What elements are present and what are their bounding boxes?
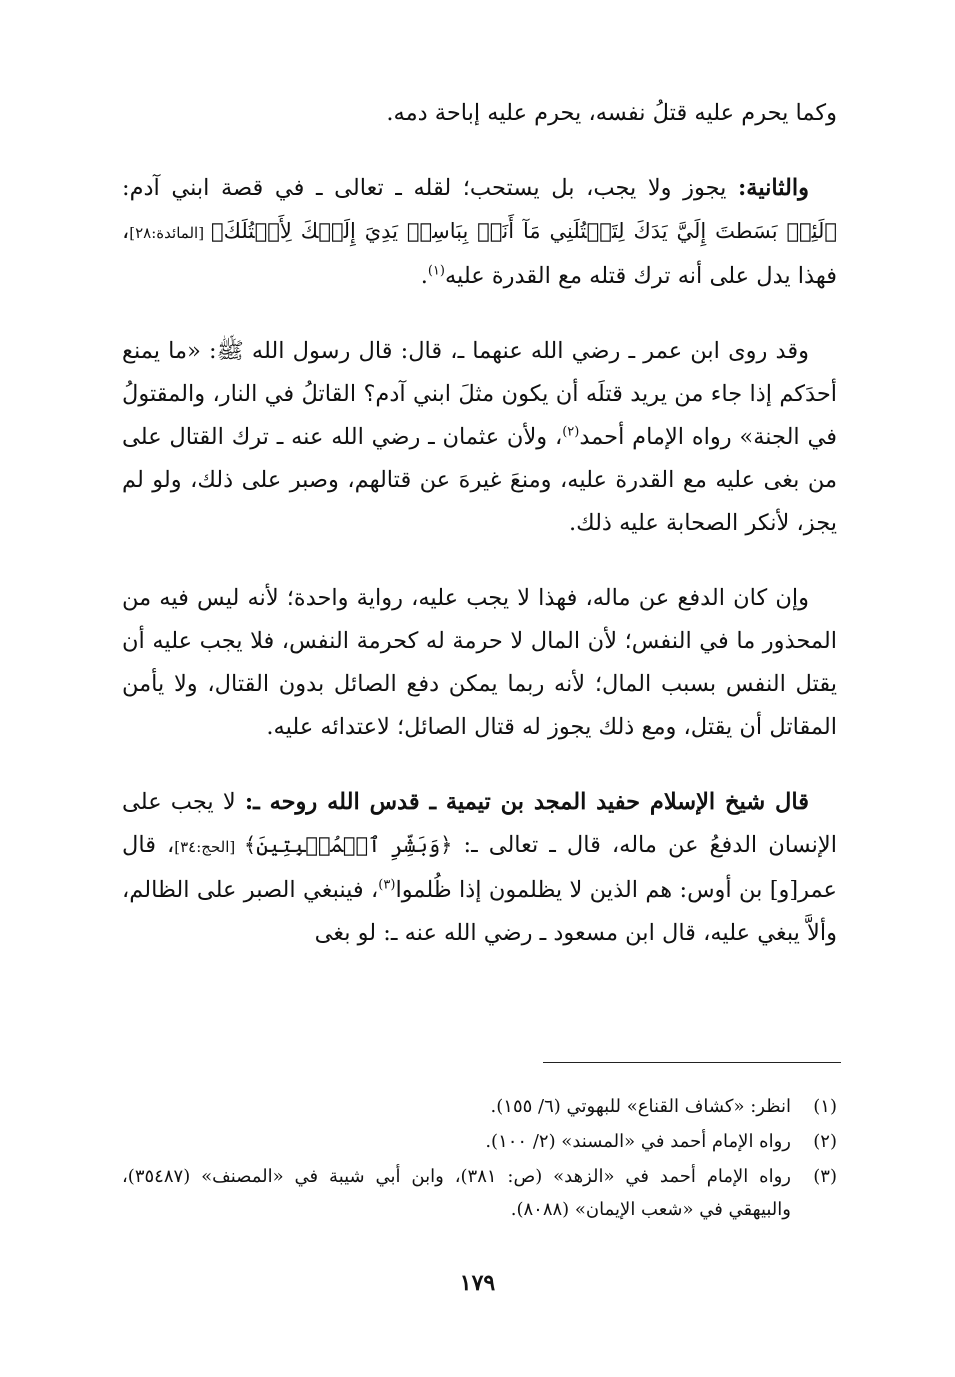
page-number: ١٧٩ <box>459 1270 496 1296</box>
main-text <box>122 92 837 987</box>
footnotes <box>122 1090 837 1228</box>
paragraph-5-lead: قال شيخ الإسلام حفيد المجد بن تيمية ـ قدس الله روحه ـ: <box>244 789 809 815</box>
quran-verse: ﴿لَئِنۢ بَسَطتَ إِلَيَّ يَدَكَ لِتَقۡتُلَنِي مَآ أَنَا۠ بِبَاسِطٖ يَدِيَ إِلَيۡكَ لِأَقۡتُلَكَ﴾ <box>211 219 837 243</box>
footnote-marker: (٢) <box>562 424 580 440</box>
footnote-marker: (٣) <box>378 877 396 893</box>
paragraph-2-lead: والثانية: <box>737 175 809 201</box>
paragraph-5: قال شيخ الإسلام حفيد المجد بن تيمية ـ قدس الله روحه ـ: لا يجب على الإنسان الدفعُ عن ماله، قال ـ تعالى ـ: ﴿وَبَشِّرِ ٱلۡمُخۡبِتِينَ﴾ [الحج:٣٤]، قال عمر[و] بن أوس: هم الذين لا يظلمون إذا ظُلموا$^{(٣)}$، فينبغي الصبر على الظالم، وألاَّ يبغي عليه، قال ابن مسعود ـ رضي الله عنه ـ: لو بغى <box>122 789 837 946</box>
paragraph-1: وكما يحرم عليه قتلُ نفسه، يحرم عليه إباحة دمه. <box>386 100 837 126</box>
paragraph-2: والثانية: يجوز ولا يجب، بل يستحب؛ لقله ـ تعالى ـ في قصة ابني آدم: ﴿لَئِنۢ بَسَطتَ إِلَيَّ يَدَكَ لِتَقۡتُلَنِي مَآ أَنَا۠ بِبَاسِطٖ يَدِيَ إِلَيۡكَ لِأَقۡتُلَكَ﴾ [المائدة:٢٨]، فهذا يدل على أنه ترك قتله مع القدرة عليه$^{(١)}$. <box>122 175 837 289</box>
verse-reference: [المائدة:٢٨] <box>129 224 212 242</box>
footnote-2: (٢) رواه الإمام أحمد في «المسند» (٢/ ١٠٠). <box>485 1131 837 1152</box>
footnote-1: (١) انظر: «كشاف القناع» للبهوتي (٦/ ١٥٥). <box>490 1096 837 1117</box>
paragraph-3: وقد روى ابن عمر ـ رضي الله عنهما ـ، قال: قال رسول الله ﷺ: «ما يمنع أحدَكم إذا جاء من يريد قتلَه أن يكون مثلَ ابني آدم؟ القاتلُ في النار، والمقتولُ في الجنة» رواه الإمام أحمد$^{(٢)}$، ولأن عثمان ـ رضي الله عنه ـ ترك القتال على من بغى عليه مع القدرة عليه، ومنعَ غيرهَ عن قتالهم، وصبر على ذلك، ولو لم يجز، لأنكر الصحابة عليه ذلك. <box>122 338 837 536</box>
paragraph-4: وإن كان الدفع عن ماله، فهذا لا يجب عليه، رواية واحدة؛ لأنه ليس فيه من المحذور ما في النفس؛ لأن المال لا حرمة له كحرمة النفس، فلا يجب عليه أن يقتل النفس بسبب المال؛ لأنه ربما يمكن دفع الصائل بدون القتال، ولا يأمن المقاتل أن يقتل، ومع ذلك يجوز له قتال الصائل؛ لاعتدائه عليه. <box>122 585 837 740</box>
quran-verse: ﴿وَبَشِّرِ ٱلۡمُخۡبِتِينَ﴾ <box>243 833 453 857</box>
verse-reference: [الحج:٣٤] <box>174 838 244 856</box>
footnote-divider <box>543 1062 841 1063</box>
footnote-3: (٣) رواه الإمام أحمد في «الزهد» (ص: ٣٨١)، وابن أبي شيبة في «المصنف» (٣٥٤٨٧)، والبيهقي في «شعب الإيمان» (٨٠٨٨). <box>122 1166 837 1220</box>
footnote-marker: (١) <box>427 263 445 279</box>
